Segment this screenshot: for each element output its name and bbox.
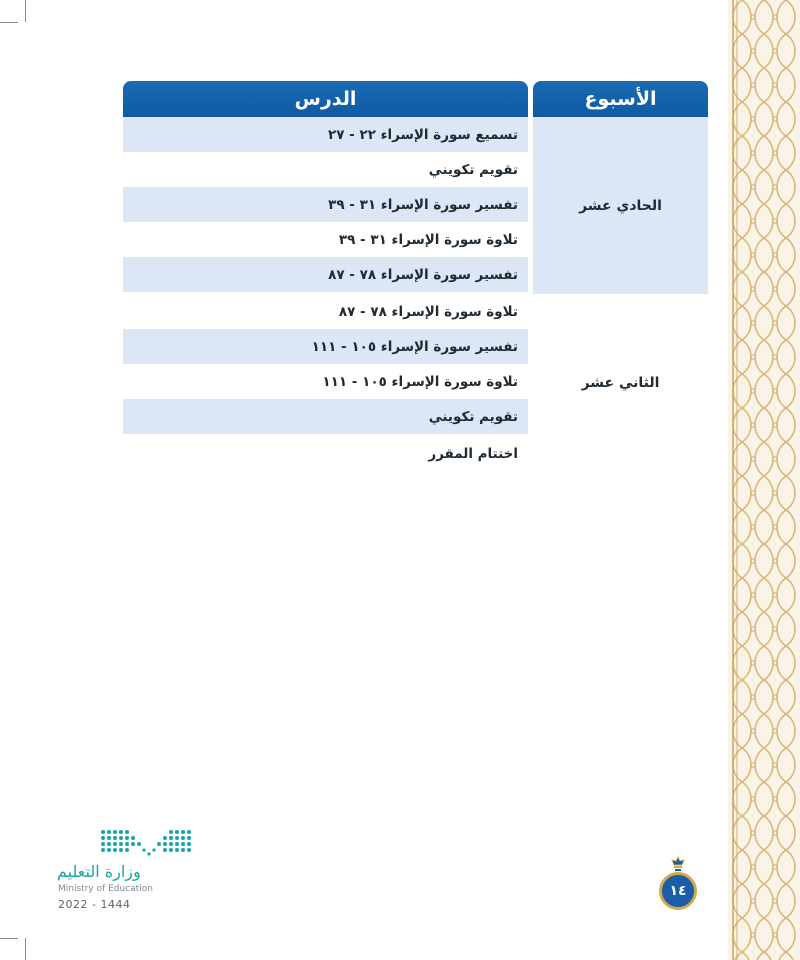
crop-mark: [0, 938, 18, 939]
lesson-row: تفسير سورة الإسراء ١٠٥ - ١١١: [123, 329, 528, 364]
crop-mark: [0, 22, 18, 23]
crop-mark: [25, 0, 26, 22]
crown-ornament-icon: [671, 856, 685, 872]
lesson-row: تلاوة سورة الإسراء ٣١ - ٣٩: [338, 231, 518, 248]
decorative-border: [728, 0, 800, 960]
week-cell-twelfth: الثاني عشر: [581, 374, 660, 391]
academic-year: 2022 - 1444: [58, 898, 131, 911]
lesson-row: تلاوة سورة الإسراء ١٠٥ - ١١١: [322, 373, 518, 390]
lesson-row: تقويم تكويني: [123, 399, 528, 434]
lesson-column-header: الدرس: [123, 81, 528, 117]
lesson-row: تلاوة سورة الإسراء ٧٨ - ٨٧: [338, 303, 518, 320]
lesson-row: تقويم تكويني: [428, 161, 518, 178]
lesson-row: اختتام المقرر: [428, 445, 518, 462]
ministry-name-arabic: وزارة التعليم: [57, 862, 141, 881]
lesson-row: تفسير سورة الإسراء ٣١ - ٣٩: [123, 187, 528, 222]
week-column-header: الأسبوع: [533, 81, 708, 117]
week-cell-eleventh: الحادي عشر: [533, 117, 708, 294]
page-number-badge: ١٤: [659, 872, 697, 910]
lesson-row: تسميع سورة الإسراء ٢٢ - ٢٧: [123, 117, 528, 152]
crop-mark: [25, 938, 26, 960]
ministry-name-english: Ministry of Education: [58, 884, 153, 894]
lesson-row: تفسير سورة الإسراء ٧٨ - ٨٧: [123, 257, 528, 292]
ministry-logo-icon: [100, 828, 192, 858]
